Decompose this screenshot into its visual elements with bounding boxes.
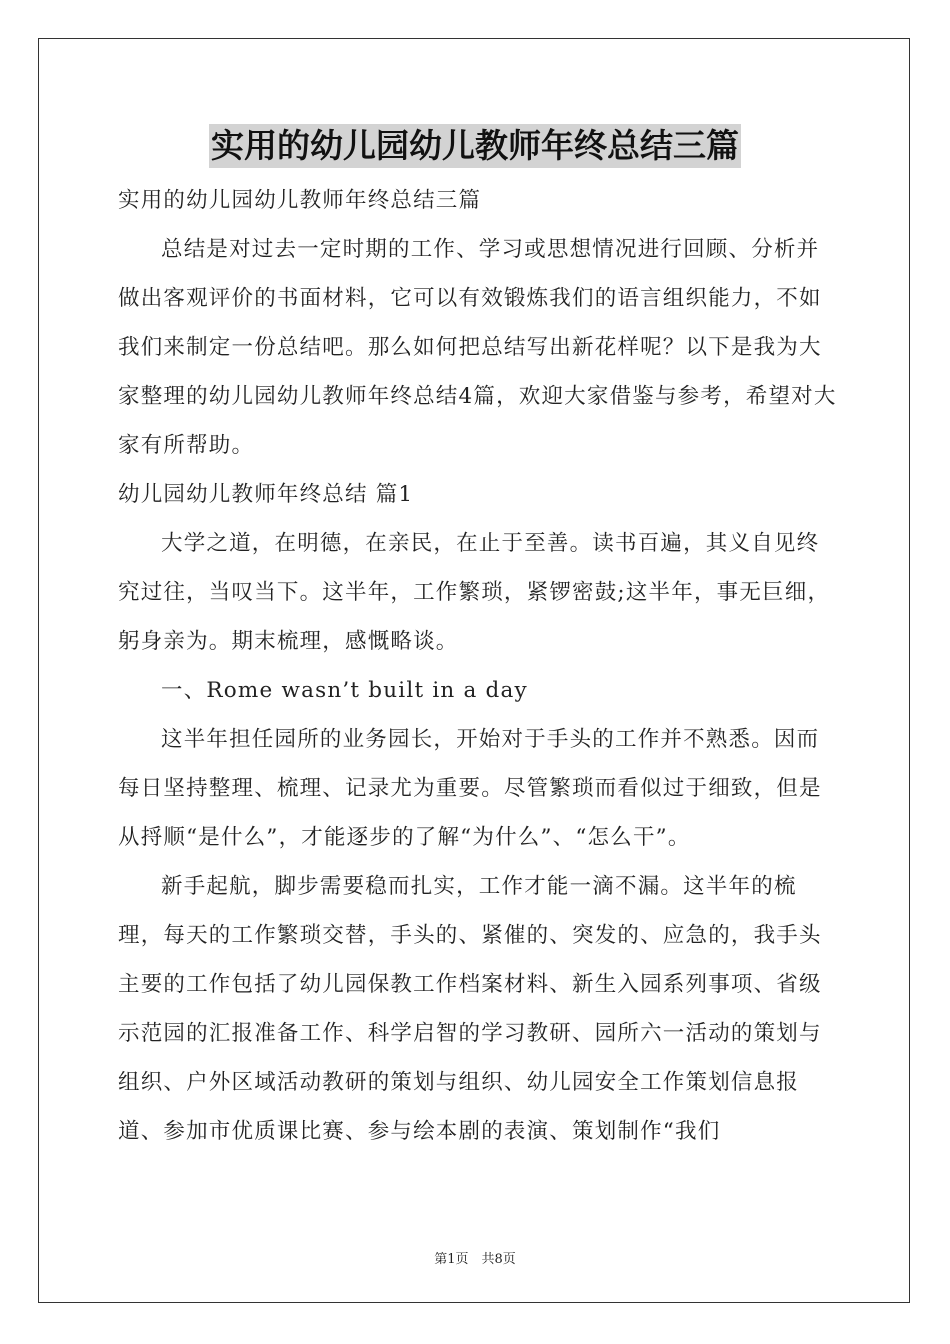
section-heading: 幼儿园幼儿教师年终总结 篇1 [118,482,414,507]
title-container [0,124,950,168]
intro-paragraph: 总结是对过去一定时期的工作、学习或思想情况进行回顾、分析并做出客观评价的书面材料，它可以有效锻炼我们的语言组织能力，不如我们来制定一份总结吧。那么如何把总结写出新花样呢？以下是我为大家整理的幼儿园幼儿教师年终总结4篇，欢迎大家借鉴与参考，希望对大家有所帮助。 [118,237,837,458]
body-paragraph: 新手起航，脚步需要稳而扎实，工作才能一滴不漏。这半年的梳理，每天的工作繁琐交替，手头的、紧催的、突发的、应急的，我手头主要的工作包括了幼儿园保教工作档案材料、新生入园系列事项、省级示范园的汇报准备工作、科学启智的学习教研、园所六一活动的策划与组织、户外区域活动教研的策划与组织、幼儿园安全工作策划信息报道、参加市优质课比赛、参与绘本剧的表演、策划制作“我们 [118,874,822,1144]
document-body [118,176,838,1156]
document-title: 实用的幼儿园幼儿教师年终总结三篇 [209,124,741,168]
subtitle-paragraph: 实用的幼儿园幼儿教师年终总结三篇 [118,188,482,213]
page-footer: 第1页 共8页 [434,1252,516,1267]
sub-heading: 一、Rome wasn’t built in a day [161,678,528,703]
body-paragraph: 这半年担任园所的业务园长，开始对于手头的工作并不熟悉。因而每日坚持整理、梳理、记录尤为重要。尽管繁琐而看似过于细致，但是从捋顺“是什么”，才能逐步的了解“为什么”、“怎么干”。 [118,727,822,850]
body-paragraph: 大学之道，在明德，在亲民，在止于至善。读书百遍，其义自见终究过往，当叹当下。这半年，工作繁琐，紧锣密鼓;这半年，事无巨细，躬身亲为。期末梳理，感慨略谈。 [118,531,831,654]
